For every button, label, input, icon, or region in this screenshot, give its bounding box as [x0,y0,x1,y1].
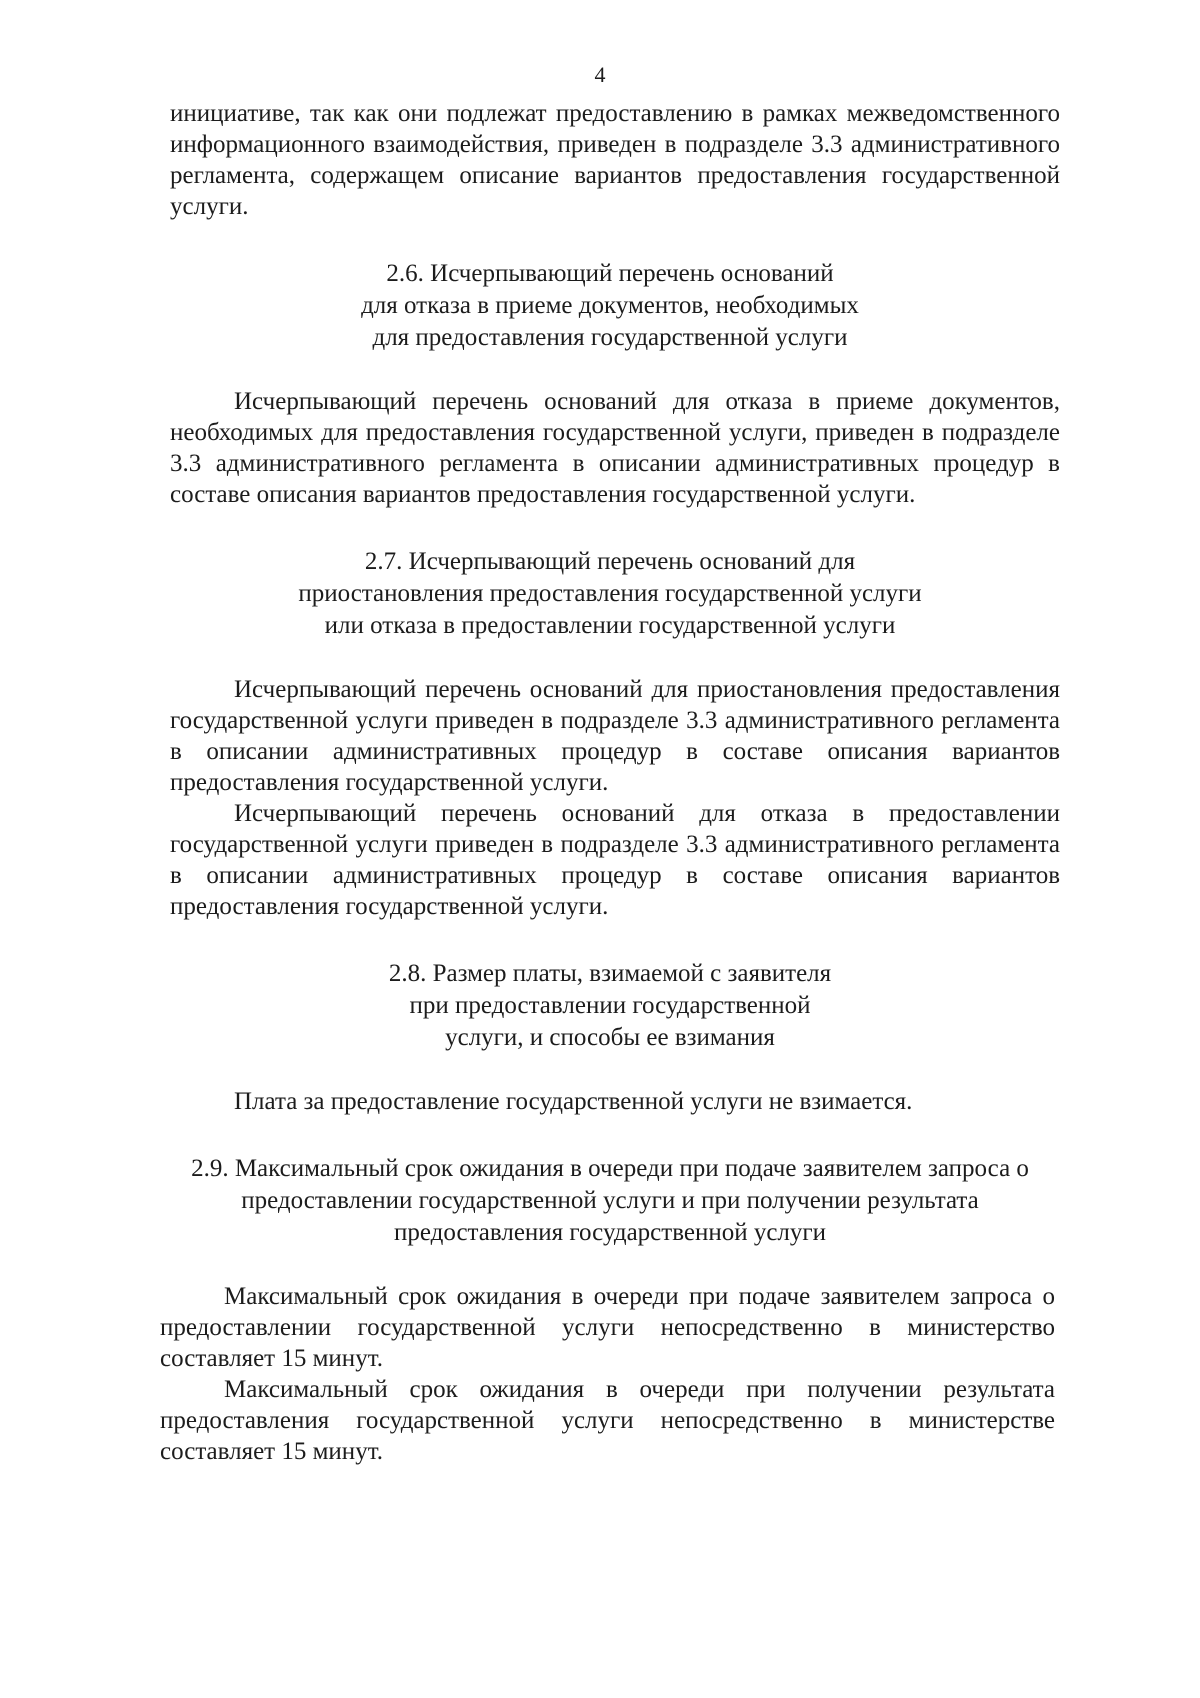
heading-line: 2.8. Размер платы, взимаемой с заявителя [388,960,832,987]
section-2-9-paragraph: Максимальный срок ожидания в очереди при получении результата предоставления государственной услуги непосредственно в министерстве составляет 15 минут. [160,1376,1055,1465]
document-body [0,98,1200,1467]
page-number: 4 [594,62,606,87]
heading-line: для отказа в приеме документов, необходимых [361,292,859,319]
section-2-8-heading [170,958,1050,1054]
heading-line: предоставлении государственной услуги и при получении результата [241,1187,979,1214]
section-2-8-paragraph: Плата за предоставление государственной услуги не взимается. [234,1088,913,1115]
heading-line: при предоставлении государственной [409,992,811,1019]
section-2-6-heading [170,258,1050,354]
section-2-6-paragraph: Исчерпывающий перечень оснований для отказа в приеме документов, необходимых для предоставления государственной услуги, приведен в подразделе 3.3 административного регламента в описании административных процедур в составе описания вариантов предоставления государственной услуги. [170,388,1060,508]
section-2-7-paragraph: Исчерпывающий перечень оснований для отказа в предоставлении государственной услуги приведен в подразделе 3.3 административного регламента в описании административных процедур в составе описания вариантов предоставления государственной услуги. [170,800,1060,920]
heading-line: приостановления предоставления государственной услуги [298,580,922,607]
section-2-9-heading [160,1153,1060,1249]
section-2-7-paragraph: Исчерпывающий перечень оснований для приостановления предоставления государственной услуги приведен в подразделе 3.3 административного регламента в описании административных процедур в составе описания вариантов предоставления государственной услуги. [170,676,1060,796]
heading-line: услуги, и способы ее взимания [445,1024,775,1051]
heading-line: или отказа в предоставлении государственной услуги [324,612,896,639]
heading-line: 2.6. Исчерпывающий перечень оснований [386,260,834,287]
heading-line: для предоставления государственной услуги [372,324,848,351]
section-2-7-heading [170,546,1050,642]
section-2-9-paragraph: Максимальный срок ожидания в очереди при подаче заявителем запроса о предоставлении государственной услуги непосредственно в министерство составляет 15 минут. [160,1283,1055,1372]
heading-line: 2.7. Исчерпывающий перечень оснований для [364,548,856,575]
heading-line: 2.9. Максимальный срок ожидания в очереди при подаче заявителем запроса о [191,1155,1029,1182]
intro-paragraph: инициативе, так как они подлежат предоставлению в рамках межведомственного информационного взаимодействия, приведен в подразделе 3.3 административного регламента, содержащем описание вариантов предоставления государственной услуги. [170,100,1060,220]
heading-line: предоставления государственной услуги [393,1219,827,1246]
